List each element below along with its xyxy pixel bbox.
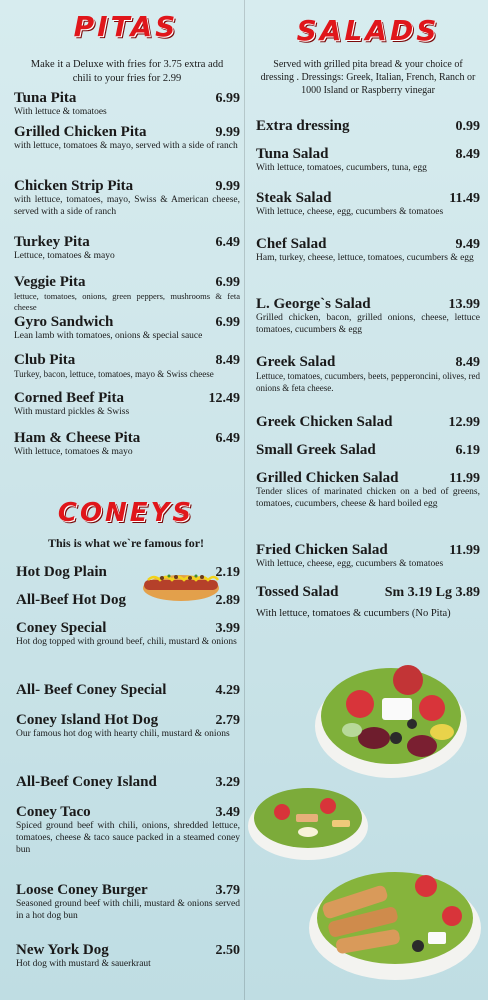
- item-name: Chef Salad: [256, 236, 327, 252]
- item-desc: Turkey, bacon, lettuce, tomatoes, mayo & Swiss cheese: [14, 369, 214, 380]
- item-name: Gyro Sandwich: [14, 314, 114, 330]
- item-name: Steak Salad: [256, 190, 332, 206]
- item-price: 6.99: [215, 275, 240, 290]
- item-name: Hot Dog Plain: [16, 564, 107, 580]
- menu-item: [14, 314, 240, 343]
- item-name: All-Beef Coney Island: [16, 774, 157, 790]
- item-name: Tossed Salad: [256, 584, 339, 600]
- item-desc: Grilled chicken, bacon, grilled onions, cheese, lettuce tomatoes, cucumbers & egg: [256, 313, 480, 336]
- item-price: 9.99: [215, 179, 240, 194]
- item-price: 3.49: [215, 805, 240, 820]
- item-price: 11.99: [449, 471, 480, 486]
- item-name: Coney Taco: [16, 804, 91, 820]
- item-price: 12.49: [208, 391, 240, 406]
- menu-item: [256, 236, 480, 265]
- item-price: 6.99: [215, 91, 240, 106]
- item-desc: With lettuce, tomatoes, cucumbers, tuna, egg: [256, 163, 427, 174]
- menu-item: [256, 118, 480, 135]
- menu-item: [256, 146, 480, 175]
- item-name: Loose Coney Burger: [16, 882, 148, 898]
- item-name: All-Beef Hot Dog: [16, 592, 126, 608]
- menu-item: [14, 430, 240, 459]
- menu-item: [256, 542, 480, 571]
- item-name: New York Dog: [16, 942, 109, 958]
- item-name: Fried Chicken Salad: [256, 542, 388, 558]
- menu-item: [16, 682, 240, 699]
- menu-item: [14, 352, 240, 381]
- menu-item: [256, 470, 480, 511]
- item-name: Tuna Pita: [14, 90, 77, 106]
- item-price: 0.99: [455, 119, 480, 134]
- grilled-chicken-salad-image: [306, 852, 484, 982]
- item-desc: Lean lamb with tomatoes, onions & special sauce: [14, 331, 203, 342]
- item-desc: With lettuce, cheese, egg, cucumbers & tomatoes: [256, 207, 444, 218]
- item-desc: With lettuce, cheese, egg, cucumbers & tomatoes: [256, 559, 444, 570]
- item-price: 6.49: [215, 431, 240, 446]
- menu-item: [16, 774, 240, 791]
- pitas-intro: Make it a Deluxe with fries for 3.75 extra add chili to your fries for 2.99: [30, 59, 224, 84]
- item-desc: lettuce, tomatoes, onions, green peppers, mushrooms & feta cheese: [14, 291, 240, 312]
- menu-item: [14, 124, 240, 153]
- item-name: Club Pita: [14, 352, 76, 368]
- item-name: Turkey Pita: [14, 234, 90, 250]
- item-name: Corned Beef Pita: [14, 390, 124, 406]
- item-name: Grilled Chicken Salad: [256, 470, 399, 486]
- item-price: 6.49: [215, 235, 240, 250]
- item-name: Tuna Salad: [256, 146, 329, 162]
- menu-item: [16, 804, 240, 857]
- item-desc: Spiced ground beef with chili, onions, shredded lettuce, tomatoes, cheese & taco sauce packed in a steamed coney bun: [16, 821, 240, 855]
- item-price: 3.99: [215, 621, 240, 636]
- column-divider: [244, 0, 245, 1000]
- menu-item: [256, 442, 480, 459]
- item-name: Coney Island Hot Dog: [16, 712, 159, 728]
- item-name: Small Greek Salad: [256, 442, 376, 458]
- item-name: Greek Salad: [256, 354, 336, 370]
- item-desc: Tender slices of marinated chicken on a bed of greens, tomatoes, cucumbers, cheese & hard boiled egg: [256, 487, 480, 510]
- hot-dog-image: [140, 560, 222, 604]
- menu-item: [256, 296, 480, 337]
- item-name: Chicken Strip Pita: [14, 178, 134, 194]
- item-price: 6.19: [455, 443, 480, 458]
- item-price: 8.49: [455, 147, 480, 162]
- item-price: 4.29: [215, 683, 240, 698]
- item-price: 6.99: [215, 315, 240, 330]
- item-price: 12.99: [448, 415, 480, 430]
- menu-item: [14, 90, 240, 119]
- salads-heading: SALADS: [296, 14, 440, 47]
- item-desc: Hot dog with mustard & sauerkraut: [16, 959, 151, 970]
- item-name: Coney Special: [16, 620, 107, 636]
- menu-item: [14, 390, 240, 419]
- item-price: 2.19: [215, 565, 240, 580]
- item-desc: Ham, turkey, cheese, lettuce, tomatoes, cucumbers & egg: [256, 253, 474, 264]
- menu-item: [256, 354, 480, 394]
- item-price: 8.49: [215, 353, 240, 368]
- menu-item: [256, 584, 480, 620]
- menu-item: [256, 414, 480, 431]
- chef-salad-image: [246, 776, 370, 862]
- item-desc: Lettuce, tomatoes, cucumbers, beets, pepperoncini, olives, red onions & feta cheese.: [256, 371, 480, 393]
- item-name: All- Beef Coney Special: [16, 682, 167, 698]
- greek-salad-image: [312, 646, 470, 782]
- item-price: 9.99: [215, 125, 240, 140]
- pitas-heading: PITAS: [73, 10, 179, 43]
- item-desc: With lettuce, tomatoes & cucumbers (No Pita): [256, 608, 451, 620]
- item-desc: Seasoned ground beef with chili, mustard & onions served in a hot dog bun: [16, 899, 240, 922]
- item-desc: with lettuce, tomatoes, mayo, Swiss & American cheese, served with a side of ranch: [14, 195, 240, 218]
- item-desc: With mustard pickles & Swiss: [14, 407, 130, 418]
- coneys-tagline: This is what we`re famous for!: [47, 536, 205, 550]
- item-name: Veggie Pita: [14, 274, 86, 290]
- item-name: L. George`s Salad: [256, 296, 371, 312]
- item-desc: with lettuce, tomatoes & mayo, served with a side of ranch: [14, 141, 238, 152]
- menu-item: [14, 274, 240, 313]
- item-name: Greek Chicken Salad: [256, 414, 393, 430]
- salads-intro: Served with grilled pita bread & your choice of dressing . Dressings: Greek, Italian, French, Ranch or 1000 Island or Raspberry vinegar: [260, 59, 476, 96]
- item-price: 2.89: [215, 593, 240, 608]
- item-price: 2.79: [215, 713, 240, 728]
- item-desc: Our famous hot dog with hearty chili, mustard & onions: [16, 729, 230, 740]
- item-price: 13.99: [448, 297, 480, 312]
- menu-item: [256, 190, 480, 219]
- menu-item: [14, 178, 240, 219]
- menu-item: [16, 942, 240, 971]
- menu-item: [16, 882, 240, 923]
- item-desc: With lettuce, tomatoes & mayo: [14, 447, 133, 458]
- item-price: 3.29: [215, 775, 240, 790]
- menu-item: [16, 620, 240, 649]
- item-name: Ham & Cheese Pita: [14, 430, 141, 446]
- menu-item: [14, 234, 240, 263]
- item-desc: Lettuce, tomatoes & mayo: [14, 251, 115, 262]
- item-price: 11.99: [449, 543, 480, 558]
- item-price: 3.79: [215, 883, 240, 898]
- menu-item: [16, 712, 240, 741]
- item-price: 8.49: [455, 355, 480, 370]
- item-name: Extra dressing: [256, 118, 350, 134]
- item-desc: With lettuce & tomatoes: [14, 107, 107, 118]
- item-desc: Hot dog topped with ground beef, chili, mustard & onions: [16, 637, 237, 648]
- item-price: 9.49: [455, 237, 480, 252]
- coneys-heading: CONEYS: [57, 498, 195, 528]
- item-name: Grilled Chicken Pita: [14, 124, 147, 140]
- item-price: Sm 3.19 Lg 3.89: [384, 585, 480, 600]
- item-price: 2.50: [215, 943, 240, 958]
- item-price: 11.49: [449, 191, 480, 206]
